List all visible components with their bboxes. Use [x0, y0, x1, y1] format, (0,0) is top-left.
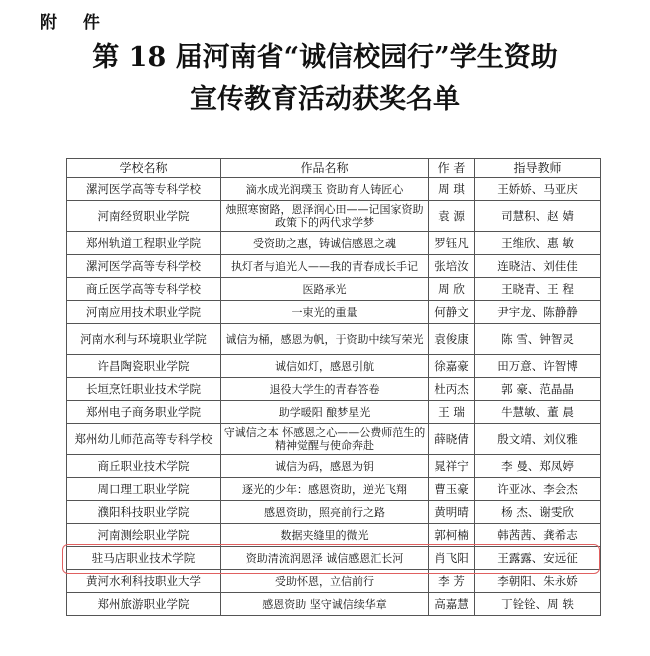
- cell-teacher: 王娇娇、马亚庆: [475, 178, 601, 201]
- table-row: [67, 324, 601, 355]
- table-row: [67, 255, 601, 278]
- attachment-label: 附 件: [40, 13, 110, 33]
- cell-teacher: 田万意、许智博: [475, 355, 601, 378]
- cell-teacher: 丁铨铨、周 轶: [475, 593, 601, 616]
- cell-school: 郑州幼儿师范高等专科学校: [67, 424, 221, 455]
- cell-school: 漯河医学高等专科学校: [67, 178, 221, 201]
- table-row: [67, 478, 601, 501]
- table-row: [67, 278, 601, 301]
- cell-school: 黄河水利科技职业大学: [67, 570, 221, 593]
- cell-author: 袁俊康: [429, 324, 475, 355]
- cell-teacher: 连晓洁、刘佳佳: [475, 255, 601, 278]
- page-title-line1: 第 18 届河南省“诚信校园行”学生资助: [92, 42, 558, 73]
- cell-author: 张培汝: [429, 255, 475, 278]
- cell-work: 烛照寒窗路，恩泽润心田——记国家资助政策下的两代求学梦: [221, 201, 429, 232]
- table-header-row: [67, 159, 601, 178]
- cell-teacher: 李 曼、郑凤婷: [475, 455, 601, 478]
- cell-teacher: 王露露、安远征: [475, 547, 601, 570]
- cell-school: 商丘医学高等专科学校: [67, 278, 221, 301]
- cell-work: 执灯者与追光人——我的青春成长手记: [221, 255, 429, 278]
- cell-work: 诚信为码，感恩为钥: [221, 455, 429, 478]
- cell-teacher: 陈 雪、钟智灵: [475, 324, 601, 355]
- column-header-author: 作 者: [429, 159, 475, 178]
- column-header-school: 学校名称: [67, 159, 221, 178]
- cell-work: 助学暖阳 酿梦星光: [221, 401, 429, 424]
- table-row: [67, 547, 601, 570]
- cell-school: 郑州轨道工程职业学院: [67, 232, 221, 255]
- cell-author: 罗钰凡: [429, 232, 475, 255]
- cell-author: 薛晓倩: [429, 424, 475, 455]
- cell-work: 医路承光: [221, 278, 429, 301]
- table-row: [67, 378, 601, 401]
- cell-school: 长垣烹饪职业技术学院: [67, 378, 221, 401]
- cell-teacher: 李朝阳、朱永娇: [475, 570, 601, 593]
- table-row: [67, 501, 601, 524]
- cell-school: 郑州电子商务职业学院: [67, 401, 221, 424]
- cell-teacher: 郭 豪、范晶晶: [475, 378, 601, 401]
- table-row: [67, 570, 601, 593]
- cell-school: 许昌陶瓷职业学院: [67, 355, 221, 378]
- cell-teacher: 许亚冰、李会杰: [475, 478, 601, 501]
- cell-author: 王 瑞: [429, 401, 475, 424]
- cell-school: 郑州旅游职业学院: [67, 593, 221, 616]
- cell-school: 濮阳科技职业学院: [67, 501, 221, 524]
- cell-author: 杜丙杰: [429, 378, 475, 401]
- cell-teacher: 司慧积、赵 婧: [475, 201, 601, 232]
- cell-author: 袁 源: [429, 201, 475, 232]
- cell-work: 退役大学生的青春答卷: [221, 378, 429, 401]
- cell-author: 高嘉慧: [429, 593, 475, 616]
- cell-teacher: 韩茜茜、龚希志: [475, 524, 601, 547]
- table-row: [67, 301, 601, 324]
- cell-work: 受助怀恩，立信前行: [221, 570, 429, 593]
- cell-author: 肖飞阳: [429, 547, 475, 570]
- cell-author: 周 琪: [429, 178, 475, 201]
- cell-author: 李 芳: [429, 570, 475, 593]
- table-row: [67, 201, 601, 232]
- page-title-line2: 宣传教育活动获奖名单: [190, 84, 460, 115]
- cell-teacher: 王维欣、惠 敏: [475, 232, 601, 255]
- table-row: [67, 401, 601, 424]
- cell-teacher: 王晓青、王 程: [475, 278, 601, 301]
- cell-teacher: 牛慧敏、董 晨: [475, 401, 601, 424]
- cell-work: 受资助之惠，铸诚信感恩之魂: [221, 232, 429, 255]
- table-row: [67, 178, 601, 201]
- cell-work: 守诚信之本 怀感恩之心——公费师范生的精神觉醒与使命奔赴: [221, 424, 429, 455]
- cell-work: 逐光的少年：感恩资助，逆光飞翔: [221, 478, 429, 501]
- cell-work: 一束光的重量: [221, 301, 429, 324]
- table-row: [67, 355, 601, 378]
- table-row: [67, 455, 601, 478]
- cell-school: 河南测绘职业学院: [67, 524, 221, 547]
- cell-work: 感恩资助 坚守诚信续华章: [221, 593, 429, 616]
- table-row: [67, 524, 601, 547]
- cell-author: 何静文: [429, 301, 475, 324]
- cell-school: 河南经贸职业学院: [67, 201, 221, 232]
- cell-work: 滴水成光润璞玉 资助育人铸匠心: [221, 178, 429, 201]
- cell-work: 感恩资助，照亮前行之路: [221, 501, 429, 524]
- cell-work: 资助清流润恩泽 诚信感恩汇长河: [221, 547, 429, 570]
- cell-work: 诚信为桶，感恩为帆，于资助中续写荣光: [221, 324, 429, 355]
- cell-teacher: 殷文靖、刘仪雅: [475, 424, 601, 455]
- cell-teacher: 杨 杰、谢雯欣: [475, 501, 601, 524]
- cell-author: 郭柯楠: [429, 524, 475, 547]
- cell-school: 河南水利与环境职业学院: [67, 324, 221, 355]
- cell-school: 商丘职业技术学院: [67, 455, 221, 478]
- cell-author: 徐嘉豪: [429, 355, 475, 378]
- table-row: [67, 424, 601, 455]
- cell-teacher: 尹宇龙、陈静静: [475, 301, 601, 324]
- cell-work: 诚信如灯，感恩引航: [221, 355, 429, 378]
- cell-author: 曹玉豪: [429, 478, 475, 501]
- column-header-work: 作品名称: [221, 159, 429, 178]
- table-row: [67, 232, 601, 255]
- table-row: [67, 593, 601, 616]
- award-table: [66, 158, 601, 616]
- cell-work: 数据夹缝里的微光: [221, 524, 429, 547]
- cell-school: 河南应用技术职业学院: [67, 301, 221, 324]
- cell-school: 漯河医学高等专科学校: [67, 255, 221, 278]
- cell-school: 驻马店职业技术学院: [67, 547, 221, 570]
- cell-author: 黄明晴: [429, 501, 475, 524]
- cell-author: 周 欣: [429, 278, 475, 301]
- cell-school: 周口理工职业学院: [67, 478, 221, 501]
- cell-author: 晁祥宁: [429, 455, 475, 478]
- column-header-teacher: 指导教师: [475, 159, 601, 178]
